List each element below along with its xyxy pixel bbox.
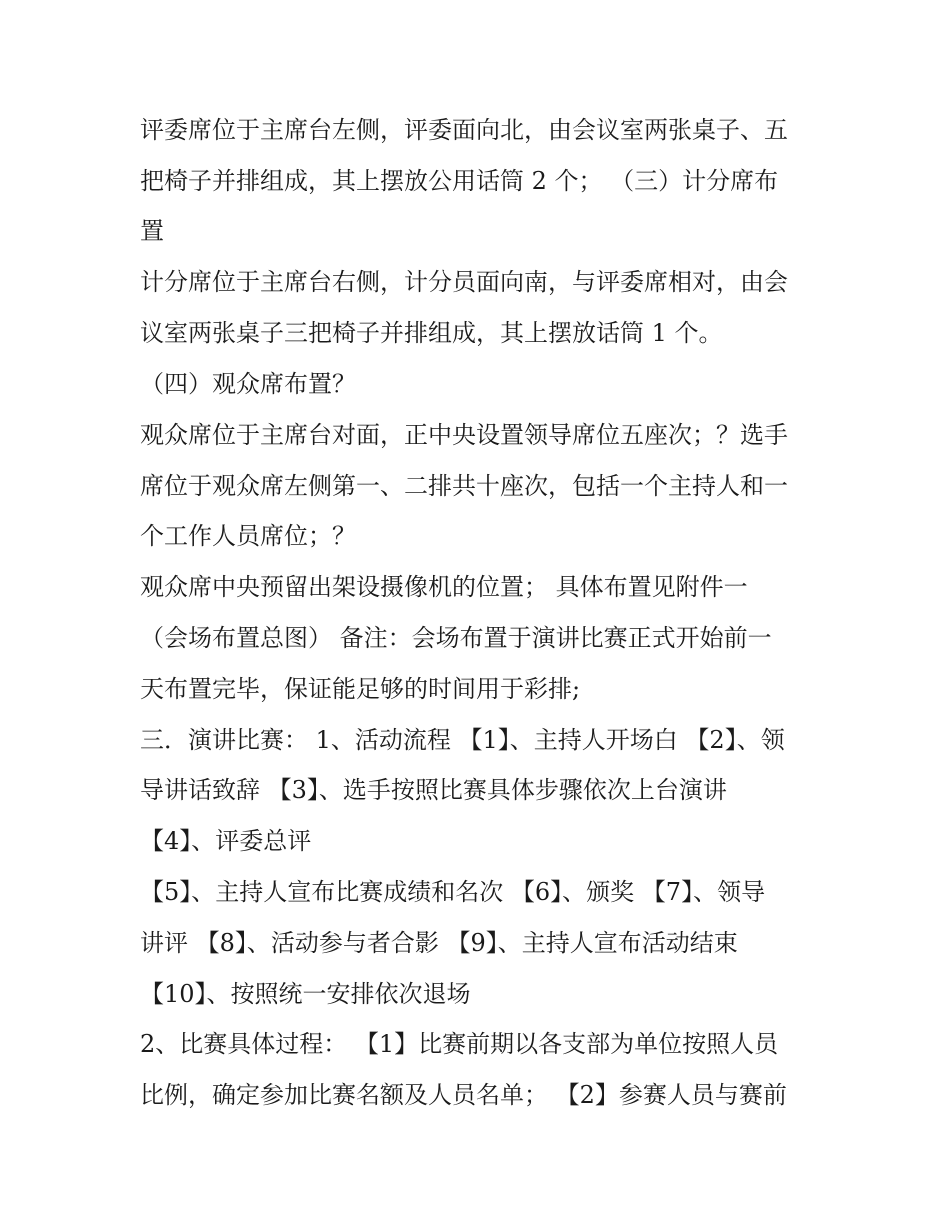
paragraph-line: 讲评 【8】、活动参与者合影 【9】、主持人宣布活动结束 (140, 929, 738, 957)
paragraph-line: 导讲话致辞 【3】、选手按照比赛具体步骤依次上台演讲 (140, 776, 727, 804)
paragraph-line: 把椅子并排组成，其上摆放公用话筒 2 个； （三）计分席布 (140, 167, 779, 195)
paragraph-line: 天布置完毕，保证能足够的时间用于彩排; (140, 675, 581, 703)
paragraph-line: 议室两张桌子三把椅子并排组成，其上摆放话筒 1 个。 (140, 319, 723, 347)
paragraph-line: 【4】、评委总评 (140, 827, 312, 855)
paragraph-line: （会场布置总图） 备注：会场布置于演讲比赛正式开始前一 (140, 624, 772, 652)
paragraph-line: 评委席位于主席台左侧，评委面向北，由会议室两张桌子、五 (140, 116, 788, 144)
section-heading: （四）观众席布置？ (140, 370, 356, 398)
paragraph-line: 观众席中央预留出架设摄像机的位置； 具体布置见附件一 (140, 573, 748, 601)
paragraph-line: 2、比赛具体过程： 【1】比赛前期以各支部为单位按照人员 (140, 1030, 779, 1058)
paragraph-line: 置 (140, 217, 164, 245)
paragraph-line: 席位于观众席左侧第一、二排共十座次，包括一个主持人和一 (140, 472, 788, 500)
paragraph-line: 计分席位于主席台右侧，计分员面向南，与评委席相对，由会 (140, 268, 788, 296)
paragraph-line: 【5】、主持人宣布比赛成绩和名次 【6】、颁奖 【7】、领导 (140, 878, 766, 906)
paragraph-line: 比例，确定参加比赛名额及人员名单； 【2】参赛人员与赛前 (140, 1081, 787, 1109)
paragraph-line: 【10】、按照统一安排依次退场 (140, 980, 471, 1008)
paragraph-line: 个工作人员席位；？ (140, 522, 356, 550)
paragraph-line: 观众席位于主席台对面，正中央设置领导席位五座次；？选手 (140, 421, 788, 449)
paragraph-line: 三．演讲比赛： 1、活动流程 【1】、主持人开场白 【2】、领 (140, 726, 785, 754)
